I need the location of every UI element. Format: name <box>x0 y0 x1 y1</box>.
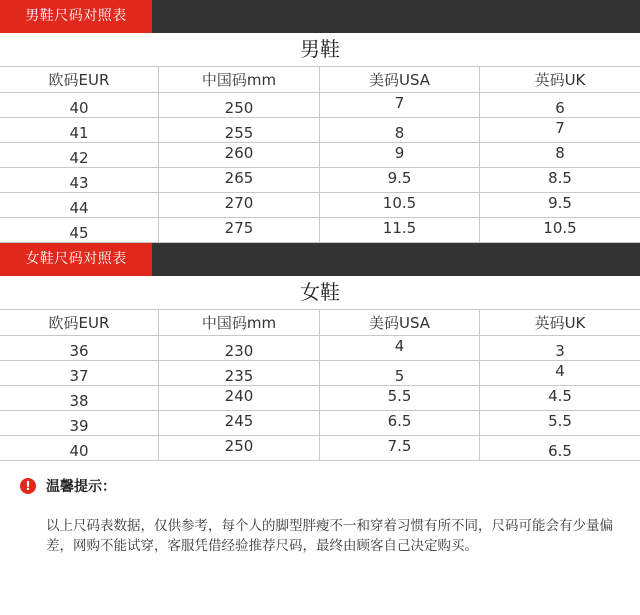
cell-cn: 260 <box>159 143 320 167</box>
tip-label: 温馨提示： <box>46 479 116 495</box>
men-table-title: 男鞋 <box>0 33 640 67</box>
cell-cn: 245 <box>159 411 320 435</box>
cell-usa: 7 <box>320 93 480 117</box>
cell-eur: 40 <box>0 436 159 460</box>
cell-cn: 250 <box>159 93 320 117</box>
cell-uk: 3 <box>555 342 565 360</box>
table-header-row <box>0 67 640 93</box>
cell-uk: 8.5 <box>548 169 572 187</box>
header-cn: 中国码mm <box>159 310 320 335</box>
table-row <box>0 168 640 193</box>
cell-cn: 275 <box>159 218 320 242</box>
cell-uk: 5.5 <box>548 412 572 430</box>
cell-cn: 240 <box>159 386 320 410</box>
cell-eur: 40 <box>0 93 159 117</box>
table-row <box>0 436 640 461</box>
cell-eur: 42 <box>0 143 159 167</box>
table-header-row <box>0 310 640 336</box>
cell-eur: 43 <box>0 168 159 192</box>
cell-uk: 4 <box>555 362 565 380</box>
women-size-table <box>0 276 640 461</box>
cell-usa: 8 <box>320 118 480 142</box>
cell-eur: 37 <box>0 361 159 385</box>
cell-usa: 5.5 <box>320 386 480 410</box>
cell-cn: 270 <box>159 193 320 217</box>
cell-uk: 6 <box>555 99 565 117</box>
cell-cn: 265 <box>159 168 320 192</box>
header-usa: 美码USA <box>320 310 480 335</box>
warning-icon: ! <box>20 478 36 494</box>
cell-uk: 7 <box>555 119 565 137</box>
cell-uk: 10.5 <box>543 219 577 237</box>
table-row <box>0 93 640 118</box>
table-row <box>0 386 640 411</box>
cell-eur: 45 <box>0 218 159 242</box>
women-table-title: 女鞋 <box>0 276 640 310</box>
cell-usa: 9 <box>320 143 480 167</box>
cell-usa: 9.5 <box>320 168 480 192</box>
cell-usa: 6.5 <box>320 411 480 435</box>
cell-eur: 44 <box>0 193 159 217</box>
men-banner-title: 男鞋尺码对照表 <box>0 0 152 33</box>
men-size-table <box>0 33 640 243</box>
header-eur: 欧码EUR <box>0 310 159 335</box>
tip-text: 以上尺码表数据，仅供参考，每个人的脚型胖瘦不一和穿着习惯有所不同，尺码可能会有少量偏差，网购不能试穿，客服凭借经验推荐尺码，最终由顾客自己决定购买。 <box>46 518 613 554</box>
men-banner <box>0 0 640 33</box>
women-banner-title: 女鞋尺码对照表 <box>0 243 152 276</box>
table-row <box>0 218 640 243</box>
cell-cn: 255 <box>159 118 320 142</box>
cell-eur: 41 <box>0 118 159 142</box>
header-cn: 中国码mm <box>159 67 320 92</box>
tip-heading <box>20 476 116 496</box>
table-row <box>0 336 640 361</box>
cell-cn: 235 <box>159 361 320 385</box>
table-row <box>0 118 640 143</box>
table-row <box>0 193 640 218</box>
cell-eur: 38 <box>0 386 159 410</box>
cell-usa: 4 <box>320 336 480 360</box>
cell-usa: 7.5 <box>320 436 480 460</box>
table-row <box>0 143 640 168</box>
cell-cn: 250 <box>159 436 320 460</box>
cell-uk: 4.5 <box>548 387 572 405</box>
cell-eur: 36 <box>0 336 159 360</box>
cell-cn: 230 <box>159 336 320 360</box>
header-uk: 英码UK <box>534 314 586 332</box>
cell-uk: 6.5 <box>548 442 572 460</box>
cell-usa: 5 <box>320 361 480 385</box>
cell-eur: 39 <box>0 411 159 435</box>
header-eur: 欧码EUR <box>0 67 159 92</box>
cell-usa: 10.5 <box>320 193 480 217</box>
header-uk: 英码UK <box>534 71 586 89</box>
table-row <box>0 361 640 386</box>
cell-uk: 9.5 <box>548 194 572 212</box>
table-row <box>0 411 640 436</box>
cell-usa: 11.5 <box>320 218 480 242</box>
header-usa: 美码USA <box>320 67 480 92</box>
women-banner <box>0 243 640 276</box>
cell-uk: 8 <box>555 144 565 162</box>
